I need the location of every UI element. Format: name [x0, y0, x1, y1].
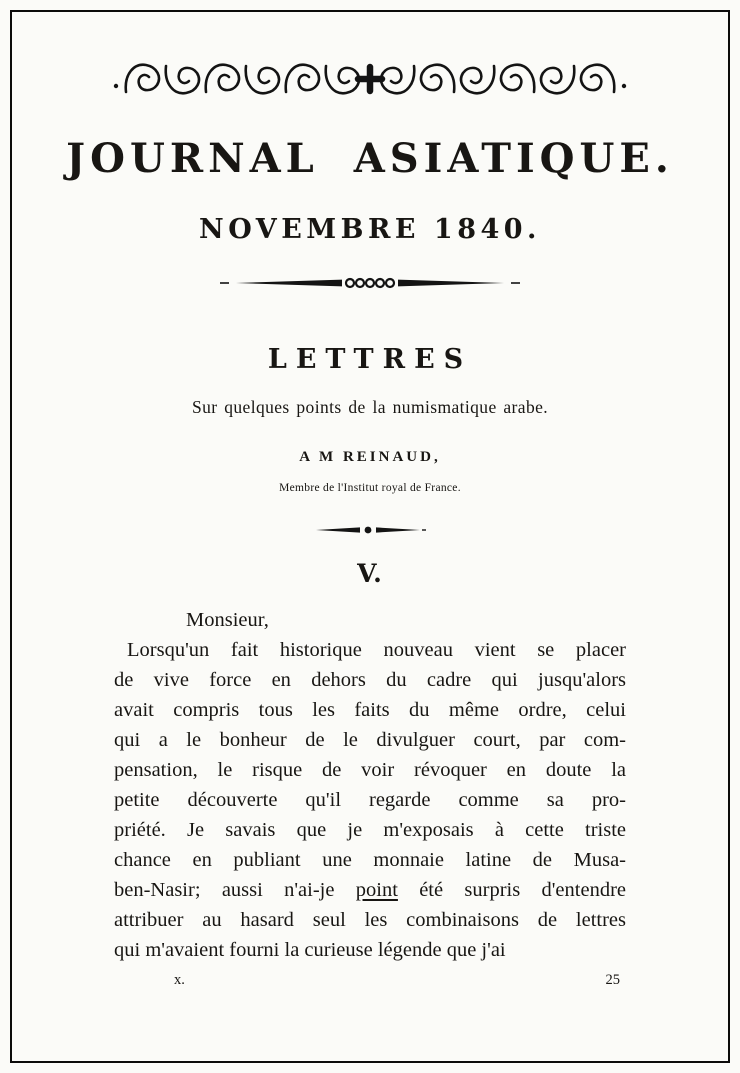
- body-line: de vive force en dehors du cadre qui jusqu'alors: [114, 669, 626, 691]
- issue-date: NOVEMBRE 1840.: [199, 214, 541, 245]
- page-footer: [114, 971, 626, 989]
- page-number: 25: [605, 972, 620, 988]
- body-line: qui a le bonheur de le divulguer court, par com-: [114, 729, 626, 751]
- body-paragraph: [114, 605, 626, 965]
- body-line: qui m'avaient fourni la curieuse légende que j'ai: [114, 939, 506, 961]
- body-line: attribuer au hasard seul les combinaisons de lettres: [114, 909, 626, 931]
- journal-title: JOURNAL ASIATIQUE.: [66, 135, 674, 182]
- body-line: Lorsqu'un fait historique nouveau vient se placer: [127, 639, 626, 661]
- section-number: V.: [357, 559, 383, 588]
- body-line: petite découverte qu'il regarde comme sa pro-: [114, 789, 626, 811]
- article-subtitle: Sur quelques points de la numismatique arabe.: [191, 397, 549, 417]
- page-border-frame: [10, 10, 730, 1063]
- salutation: Monsieur,: [186, 609, 269, 631]
- tapered-rule-with-beads-icon: [12, 274, 728, 290]
- signature-mark: x.: [174, 972, 185, 988]
- body-line: priété. Je savais que je m'exposais à cette triste: [114, 819, 626, 841]
- body-line: [114, 875, 626, 905]
- underlined-word: point: [355, 879, 398, 901]
- addressee-role: Membre de l'Institut royal de France.: [279, 482, 461, 494]
- article-title: LETTRES: [267, 344, 473, 375]
- body-line-segment: ben-Nasir; aussi n'ai-je: [114, 879, 356, 901]
- tapered-rule-with-dot-icon: [12, 521, 728, 533]
- body-line: pensation, le risque de voir révoquer en doute la: [114, 759, 626, 781]
- scroll-frieze-ornament-icon: [12, 56, 728, 102]
- addressee: A M REINAUD,: [299, 449, 441, 465]
- body-line: chance en publiant une monnaie latine de Musa-: [114, 849, 626, 871]
- body-line-segment: été surpris d'entendre: [397, 879, 626, 901]
- body-line: avait compris tous les faits du même ordre, celui: [114, 699, 626, 721]
